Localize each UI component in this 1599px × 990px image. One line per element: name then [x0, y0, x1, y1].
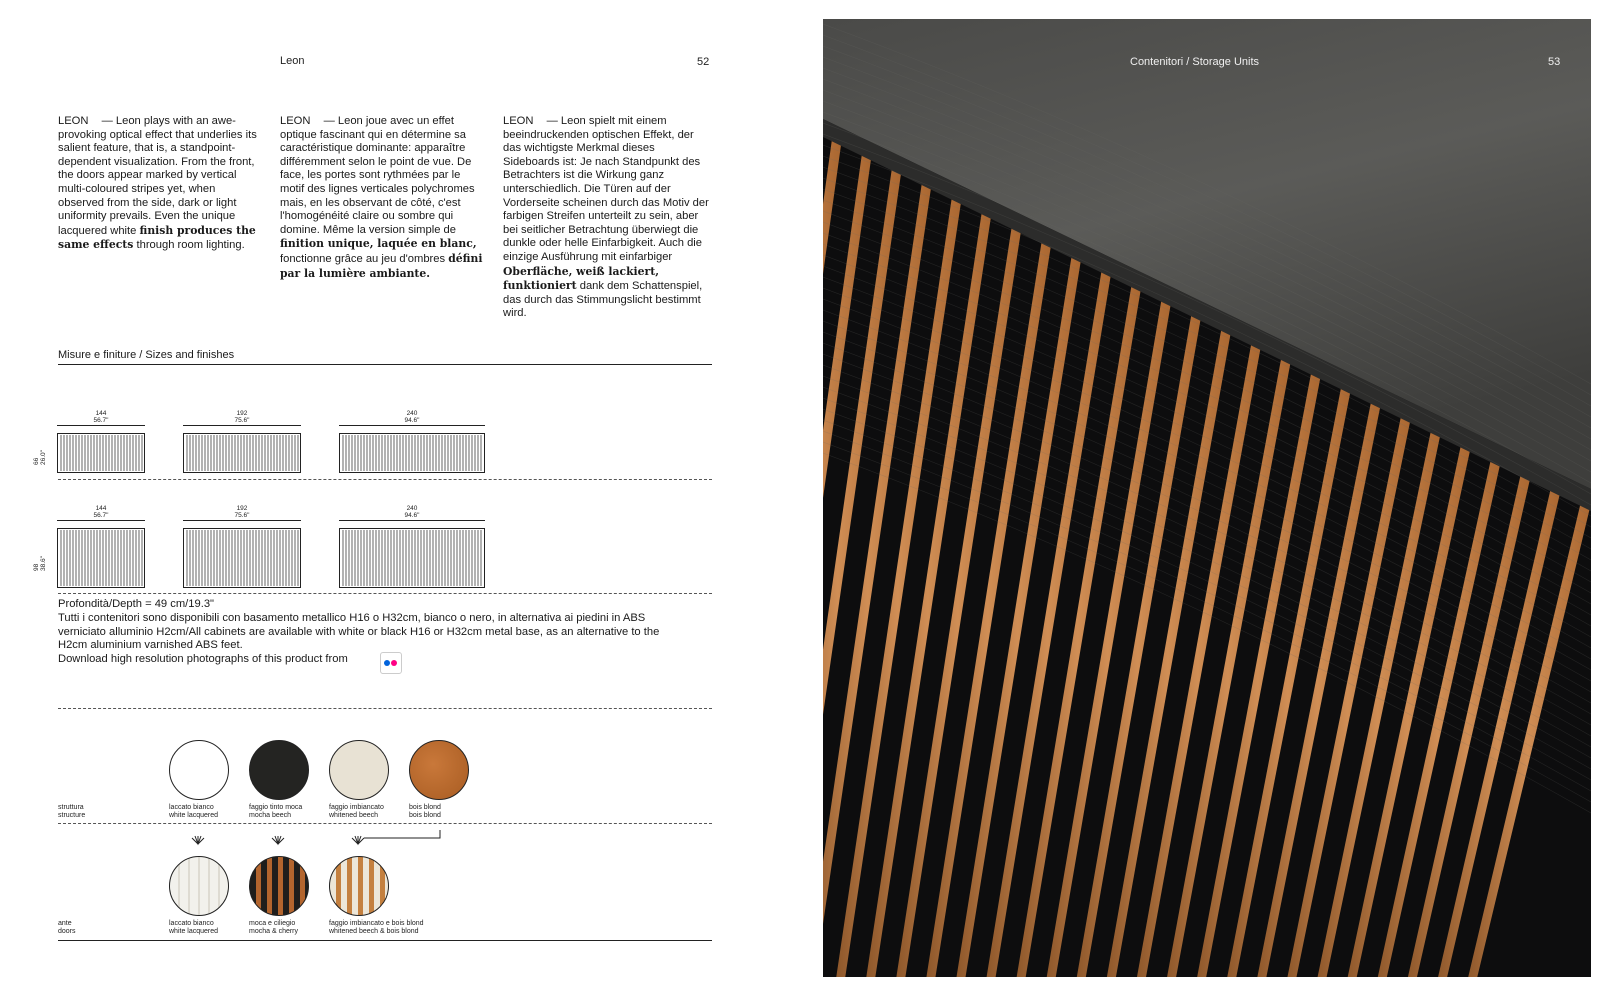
swatch-label: laccato bianco white lacquered — [169, 804, 219, 819]
swatch-whitened-beech — [329, 740, 389, 800]
cabinet-drawing-144-tall — [57, 528, 145, 588]
base-note: Tutti i contenitori sono disponibili con basamento metallico H16 o H32cm, bianco o nero, in alternativa ai piedini in ABS verniciato alluminio H2cm/All cabinets are available with white or black H16 or H32cm metal base, as an alternative to the H2cm aluminium varnished ABS feet. — [58, 612, 660, 652]
swatch-mocha-beech — [249, 740, 309, 800]
door-stripes — [184, 529, 300, 587]
download-text: Download high resolution photographs of this product from — [58, 653, 348, 665]
divider — [58, 823, 712, 824]
column-lead: LEON — [58, 115, 89, 127]
width-label: 240 94.6" — [339, 410, 485, 426]
doors-label: ante doors — [58, 920, 76, 935]
column-text: — Leon joue avec un effet optique fascinant qui en détermine sa caractéristique dominante: apparaître différemment selon le point de vue. De face, les portes sont rythmées par le motif des lignes verticales polychromes mais, en les observant de côté, c'est l'homogénéité claire ou sombre qui domine. Même la version simple de — [280, 115, 475, 236]
door-stripes — [58, 434, 144, 472]
text-column-german — [503, 115, 713, 321]
text-column-english — [58, 115, 263, 253]
height-label-row2: 98 38.6" — [33, 556, 47, 571]
cabinet-drawing-192-tall — [183, 528, 301, 588]
bottom-rule — [58, 940, 712, 941]
column-lead: LEON — [280, 115, 311, 127]
cabinet-drawing-240 — [339, 433, 485, 473]
swatch-label: faggio imbiancato whitened beech — [329, 804, 384, 819]
height-label-row1: 66 26.0" — [33, 450, 47, 465]
swatch-label: laccato bianco white lacquered — [169, 920, 219, 935]
depth-text: Profondità/Depth = 49 cm/19.3" — [58, 598, 215, 610]
cabinet-drawing-144 — [57, 433, 145, 473]
width-label: 192 75.6" — [183, 410, 301, 426]
swatch-door-mocha-cherry — [249, 856, 309, 916]
swatch-white-lacquered — [169, 740, 229, 800]
column-text: — Leon plays with an awe-provoking optical effect that underlies its salient feature, that is, a standpoint-dependent visualization. From the front, the doors appear marked by vertical multi-coloured stripes yet, when observed from the side, dark or light uniformity prevails. Even the unique lacquered white — [58, 115, 257, 237]
structure-label: struttura structure — [58, 804, 86, 819]
swatch-label: faggio imbiancato e bois blond whitened beech & bois blond — [329, 920, 424, 935]
column-tail: dank dem Schattenspiel, das durch das Stimmungslicht bestimmt wird. — [503, 280, 703, 320]
cabinet-drawing-192 — [183, 433, 301, 473]
arrow-connectors — [150, 826, 450, 848]
page-title: Leon — [280, 55, 305, 67]
column-bold: finition unique, laquée en blanc, — [280, 237, 477, 251]
door-stripes — [184, 434, 300, 472]
width-label: 144 56.7" — [57, 505, 145, 521]
section-title: Misure e finiture / Sizes and finishes — [58, 349, 235, 361]
column-tail: fonctionne grâce au jeu d'ombres — [280, 252, 446, 265]
right-page-title: Contenitori / Storage Units — [1130, 56, 1260, 68]
section-rule — [58, 364, 712, 365]
column-text: — Leon spielt mit einem beeindruckenden optischen Effekt, der das wichtigste Merkmal dieses Sideboards ist: Je nach Standpunkt des Betrachters ist die Wirkung ganz unterschiedlich. Die Türen auf der Vorderseite scheinen durch das Motiv der farbigen Streifen unterteilt zu sein, aber bei seitlicher Betrachtung überwiegt die dunkle oder helle Einfarbigkeit. Auch die einzige Ausführung mit einfarbiger — [503, 115, 709, 263]
column-bold: Oberfläche, weiß lackiert, funktioniert — [503, 264, 659, 293]
divider — [58, 708, 712, 709]
page-number-left: 52 — [697, 56, 710, 68]
page-number-right: 53 — [1548, 56, 1561, 68]
floor-line — [58, 479, 712, 480]
swatch-bois-blond — [409, 740, 469, 800]
column-lead: LEON — [503, 115, 534, 127]
door-stripes — [340, 434, 484, 472]
swatch-door-white-lacquered — [169, 856, 229, 916]
width-label: 144 56.7" — [57, 410, 145, 426]
cabinet-drawing-240-tall — [339, 528, 485, 588]
swatch-door-whitened-bois-blond — [329, 856, 389, 916]
product-photo — [823, 19, 1591, 977]
floor-line — [58, 593, 712, 594]
column-tail: through room lighting. — [136, 239, 245, 252]
text-column-french — [280, 115, 487, 281]
leon-sideboard-closeup — [823, 19, 1591, 977]
width-label: 240 94.6" — [339, 505, 485, 521]
flickr-icon[interactable] — [380, 652, 402, 674]
swatch-label: bois blond bois blond — [409, 804, 441, 819]
door-stripes — [340, 529, 484, 587]
column-bold: finish produces the same effects — [58, 223, 256, 252]
swatch-label: moca e ciliegio mocha & cherry — [249, 920, 299, 935]
door-stripes — [58, 529, 144, 587]
column-bold-2: défini par la lumière ambiante. — [280, 251, 483, 280]
width-label: 192 75.6" — [183, 505, 301, 521]
swatch-label: faggio tinto moca mocha beech — [249, 804, 303, 819]
